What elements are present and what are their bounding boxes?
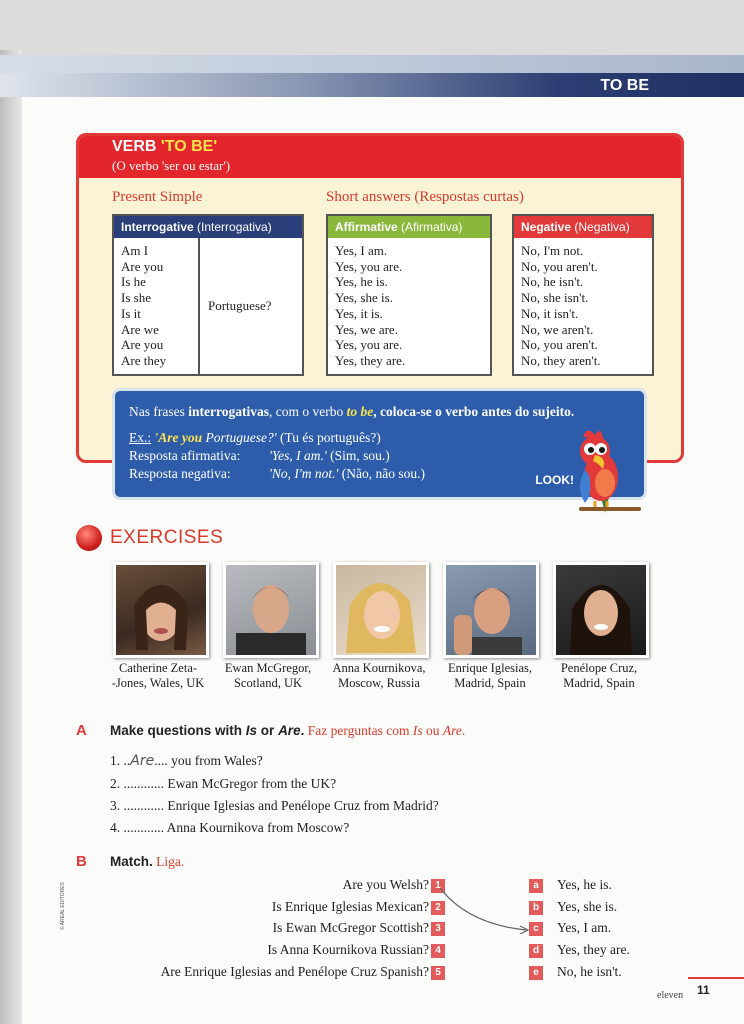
match-number-4[interactable]: 4 — [431, 944, 445, 958]
page-number-word: eleven — [657, 990, 684, 1001]
look-neg-pt: (Não, não sou.) — [338, 466, 426, 481]
match-answer-c: Yes, I am. — [557, 920, 612, 935]
answer-blank[interactable]: ............ — [123, 820, 164, 835]
interrogative-complement: Portuguese? — [208, 298, 272, 313]
answer-blank[interactable]: ............ — [123, 798, 164, 813]
table-row: Yes, I am. — [335, 243, 388, 258]
affirmative-label: Affirmative — [335, 220, 398, 234]
look-rule-d: to be — [346, 404, 374, 419]
interrogative-table — [112, 214, 304, 376]
caption-line: Madrid, Spain — [563, 676, 635, 690]
question-number: 4. — [110, 820, 121, 835]
match-question-3: Is Ewan McGregor Scottish? — [272, 920, 429, 935]
match-number-3[interactable]: 3 — [431, 922, 445, 936]
look-negative — [129, 466, 425, 482]
question-a-2 — [110, 776, 336, 792]
caption-person-3 — [325, 661, 433, 691]
look-example-rest: Portuguese?' — [202, 430, 277, 445]
match-number-1[interactable]: 1 — [431, 879, 445, 893]
look-rule — [129, 404, 574, 420]
look-affirmative — [129, 448, 390, 464]
table-row: Yes, we are. — [335, 321, 398, 337]
table-row: No, you aren't. — [521, 258, 598, 274]
portrait-image — [226, 565, 316, 655]
table-row: No, we aren't. — [521, 321, 594, 337]
match-arrow-line — [438, 884, 533, 934]
match-letter-d[interactable]: d — [529, 944, 543, 958]
instr-pt-part: ou — [422, 723, 443, 738]
instr-part: . — [300, 723, 305, 738]
affirmative-answers — [328, 238, 490, 374]
answer-blank: .... — [154, 753, 168, 768]
verb-title-prefix: VERB — [112, 138, 161, 155]
caption-line: -Jones, Wales, UK — [111, 676, 205, 690]
top-band — [0, 55, 744, 73]
section-b-letter: B — [76, 853, 87, 870]
match-number-2[interactable]: 2 — [431, 901, 445, 915]
look-example-label: Ex.: — [129, 430, 152, 445]
verb-subtitle: (O verbo 'ser ou estar') — [112, 158, 231, 173]
question-a-3 — [110, 798, 439, 814]
table-row: Is she — [121, 290, 151, 306]
match-answer-e: No, he isn't. — [557, 964, 622, 979]
match-answer-d: Yes, they are. — [557, 942, 630, 957]
look-rule-c: , com o verbo — [268, 404, 347, 419]
interrogative-label: Interrogative — [121, 220, 194, 234]
table-row: No, you aren't. — [521, 337, 598, 353]
portrait-image — [336, 565, 426, 655]
question-number: 1. — [110, 753, 121, 768]
match-answer-b: Yes, she is. — [557, 899, 618, 914]
caption-person-2 — [214, 661, 322, 691]
table-row: Is he — [121, 274, 146, 290]
caption-line: Moscow, Russia — [338, 676, 420, 690]
answer-blank: .. — [123, 753, 131, 768]
photo-penelope-cruz — [553, 562, 649, 658]
verb-title — [112, 138, 217, 156]
question-number: 2. — [110, 776, 121, 791]
verb-title-highlight: 'TO BE' — [160, 138, 218, 155]
caption-person-4 — [436, 661, 544, 691]
section-a-instruction — [110, 723, 465, 739]
look-rule-a: Nas frases — [129, 404, 189, 419]
present-simple-label: Present Simple — [112, 189, 203, 205]
interrogative-label-pt: (Interrogativa) — [197, 220, 272, 234]
match-letter-e[interactable]: e — [529, 966, 543, 980]
table-row: Yes, she is. — [335, 290, 393, 306]
look-rule-b: interrogativas — [188, 404, 269, 419]
look-rule-e: , coloca-se o verbo antes do sujeito. — [373, 404, 575, 419]
match-letter-c[interactable]: c — [529, 922, 543, 936]
portrait-image — [556, 565, 646, 655]
photo-anna-kournikova — [333, 562, 429, 658]
portrait-image — [116, 565, 206, 655]
negative-table — [512, 214, 654, 376]
question-a-4 — [110, 820, 349, 836]
instr-part: Are — [278, 723, 301, 738]
verb-header — [79, 136, 681, 178]
affirmative-label-pt: (Afirmativa) — [401, 220, 463, 234]
photo-ewan-mcgregor — [223, 562, 319, 658]
instr-pt-part: Are — [442, 723, 462, 738]
instr-pt-part: . — [461, 723, 466, 738]
match-question-5: Are Enrique Iglesias and Penélope Cruz Spanish? — [160, 964, 429, 979]
parrot-icon — [565, 425, 645, 520]
match-answer-a: Yes, he is. — [557, 877, 612, 892]
table-row: Are you — [121, 337, 164, 353]
table-row: Am I — [121, 243, 149, 258]
table-row: No, she isn't. — [521, 290, 589, 306]
instr-pt-part: Is — [412, 723, 423, 738]
handwritten-answer: Are — [130, 753, 155, 769]
caption-person-1 — [104, 661, 212, 691]
look-tag: LOOK! — [535, 473, 574, 487]
table-row: No, it isn't. — [521, 305, 579, 321]
caption-line: Catherine Zeta- — [118, 661, 198, 675]
instr-part: Make questions with — [110, 723, 246, 738]
instr-part: or — [257, 723, 279, 738]
look-neg-label: Resposta negativa: — [129, 466, 231, 481]
question-text: Ewan McGregor from the UK? — [164, 776, 337, 791]
look-example — [129, 430, 381, 446]
look-example-pt: (Tu és português?) — [276, 430, 381, 445]
negative-answers — [514, 238, 652, 374]
exercises-title: EXERCISES — [110, 527, 224, 548]
instr-pt-part: Liga. — [152, 854, 185, 869]
table-row: Yes, it is. — [335, 305, 383, 321]
table-row: Are you — [121, 258, 164, 274]
instr-part: Is — [245, 723, 258, 738]
caption-line: Enrique Iglesias, — [447, 661, 532, 675]
table-row: Are they — [121, 352, 167, 368]
question-text: Anna Kournikova from Moscow? — [164, 820, 350, 835]
table-row: No, he isn't. — [521, 274, 584, 290]
question-text: you from Wales? — [167, 753, 263, 768]
page-header-title: TO BE — [600, 77, 649, 94]
interrogative-header — [114, 216, 302, 238]
table-row: Yes, he is. — [335, 274, 388, 290]
page-number: 11 — [697, 983, 710, 997]
section-b-instruction — [110, 854, 184, 870]
affirmative-header — [328, 216, 490, 238]
question-number: 3. — [110, 798, 121, 813]
match-question-2: Is Enrique Iglesias Mexican? — [271, 899, 429, 914]
instr-pt-part: Faz perguntas com — [304, 723, 413, 738]
answer-blank[interactable]: ............ — [123, 776, 164, 791]
match-question-4: Is Anna Kournikova Russian? — [267, 942, 429, 957]
question-a-1 — [110, 753, 263, 769]
negative-label: Negative — [521, 220, 572, 234]
table-row: No, I'm not. — [521, 243, 584, 258]
exercises-bullet-icon — [76, 525, 102, 551]
match-question-1: Are you Welsh? — [342, 877, 429, 892]
interrogative-subjects — [114, 238, 200, 374]
negative-label-pt: (Negativa) — [574, 220, 630, 234]
table-row: Are we — [121, 321, 159, 337]
short-answers-label: Short answers (Respostas curtas) — [326, 189, 524, 205]
portrait-image — [446, 565, 536, 655]
page-number-rule — [688, 977, 744, 979]
caption-line: Ewan McGregor, — [224, 661, 312, 675]
photo-enrique-iglesias — [443, 562, 539, 658]
section-a-letter: A — [76, 722, 87, 739]
caption-line: Madrid, Spain — [454, 676, 526, 690]
question-text: Enrique Iglesias and Penélope Cruz from Madrid? — [164, 798, 439, 813]
caption-line: Scotland, UK — [233, 676, 303, 690]
affirmative-table — [326, 214, 492, 376]
negative-header — [514, 216, 652, 238]
table-row: Yes, you are. — [335, 337, 403, 353]
match-letter-b[interactable]: b — [529, 901, 543, 915]
table-row: Is it — [121, 305, 141, 321]
caption-line: Anna Kournikova, — [332, 661, 426, 675]
match-letter-a[interactable]: a — [529, 879, 543, 893]
instr-part: Match. — [110, 854, 153, 869]
look-neg-answer: 'No, I'm not.' — [269, 466, 339, 481]
look-aff-answer: 'Yes, I am.' — [269, 448, 327, 463]
caption-person-5 — [545, 661, 653, 691]
look-aff-label: Resposta afirmativa: — [129, 448, 241, 463]
table-row: Yes, they are. — [335, 352, 406, 368]
table-row: No, they aren't. — [521, 352, 601, 368]
look-example-highlight: 'Are you — [154, 430, 203, 445]
photo-catherine-zeta-jones — [113, 562, 209, 658]
book-spine — [0, 50, 22, 1024]
look-aff-pt: (Sim, sou.) — [326, 448, 390, 463]
match-number-5[interactable]: 5 — [431, 966, 445, 980]
table-row: Yes, you are. — [335, 258, 403, 274]
publisher-credit: © AREAL EDITORES — [60, 882, 66, 930]
caption-line: Penélope Cruz, — [560, 661, 638, 675]
